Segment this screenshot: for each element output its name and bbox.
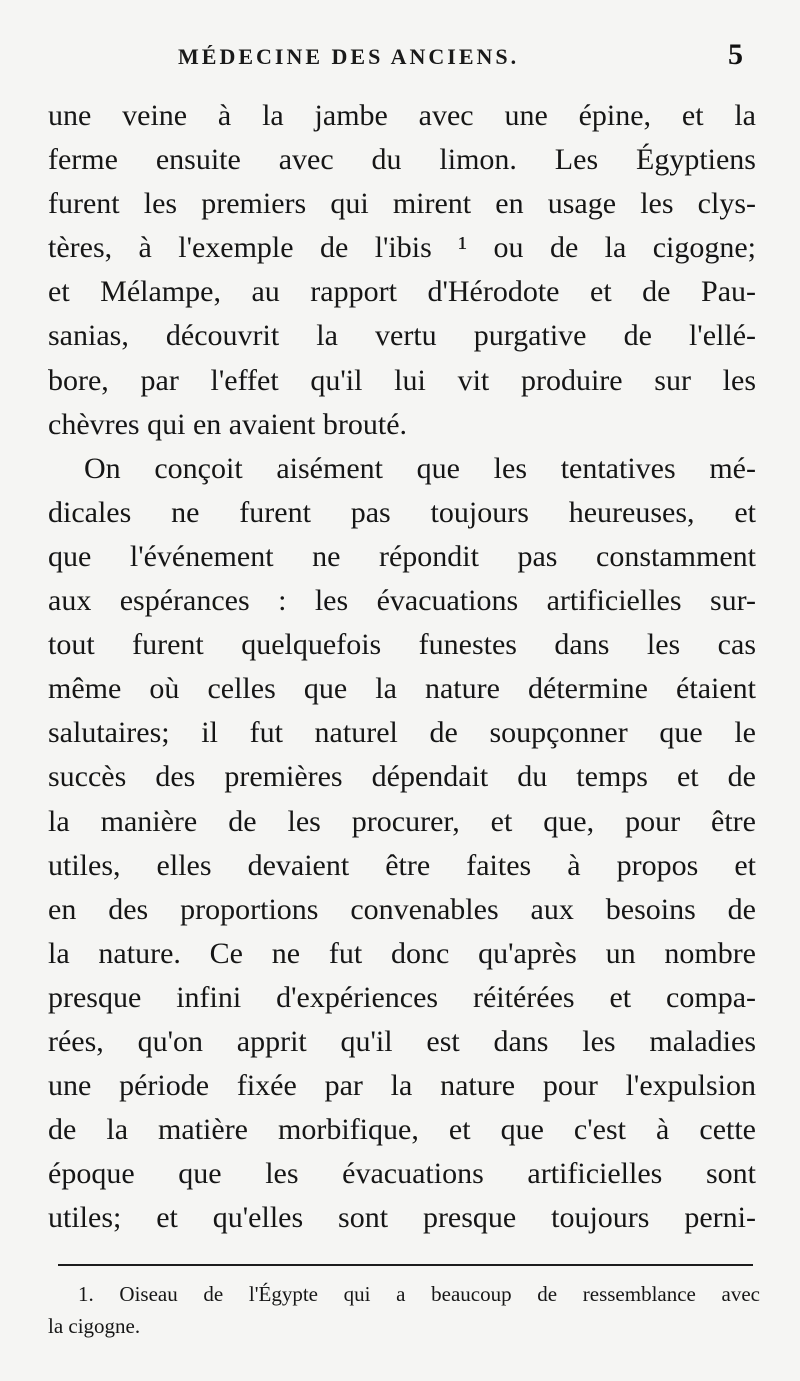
page-number: 5 bbox=[728, 38, 743, 71]
text-line: On conçoit aisément que les tentatives mé- bbox=[84, 451, 756, 485]
text-line: même où celles que la nature détermine étaient bbox=[48, 672, 756, 706]
text-line: et Mélampe, au rapport d'Hérodote et de Pau- bbox=[48, 275, 756, 309]
text-line: furent les premiers qui mirent en usage les clys- bbox=[48, 187, 756, 221]
text-line: époque que les évacuations artificielles sont bbox=[48, 1157, 756, 1191]
footnote-rule bbox=[58, 1264, 753, 1266]
text-line: salutaires; il fut naturel de soupçonner que le bbox=[48, 716, 756, 750]
text-line: tout furent quelquefois funestes dans les cas bbox=[48, 628, 756, 662]
text-line: sanias, découvrit la vertu purgative de l'ellé- bbox=[48, 319, 756, 353]
footnote-line: 1. Oiseau de l'Égypte qui a beaucoup de ressemblance avec bbox=[78, 1282, 760, 1306]
text-line: chèvres qui en avaient brouté. bbox=[48, 407, 408, 441]
text-line: dicales ne furent pas toujours heureuses, et bbox=[48, 495, 756, 529]
text-line: tères, à l'exemple de l'ibis ¹ ou de la cigogne; bbox=[48, 231, 756, 265]
text-line: ferme ensuite avec du limon. Les Égyptiens bbox=[48, 143, 756, 177]
text-line: aux espérances : les évacuations artificielles sur- bbox=[48, 584, 756, 618]
running-title: MÉDECINE DES ANCIENS. bbox=[178, 44, 520, 69]
page-header bbox=[0, 38, 800, 84]
footnote-line: la cigogne. bbox=[48, 1314, 141, 1338]
text-line: la nature. Ce ne fut donc qu'après un nombre bbox=[48, 936, 756, 970]
text-line: de la matière morbifique, et que c'est à cette bbox=[48, 1113, 756, 1147]
text-line: en des proportions convenables aux besoins de bbox=[48, 892, 756, 926]
text-line: utiles; et qu'elles sont presque toujours perni- bbox=[48, 1201, 756, 1235]
text-line: la manière de les procurer, et que, pour être bbox=[48, 804, 756, 838]
text-line: bore, par l'effet qu'il lui vit produire sur les bbox=[48, 363, 756, 397]
text-line: que l'événement ne répondit pas constamment bbox=[48, 539, 756, 573]
footnote bbox=[48, 1278, 760, 1342]
text-line: presque infini d'expériences réitérées et compa- bbox=[48, 980, 756, 1014]
text-line: rées, qu'on apprit qu'il est dans les maladies bbox=[48, 1024, 756, 1058]
text-line: une période fixée par la nature pour l'expulsion bbox=[48, 1069, 756, 1103]
text-line: une veine à la jambe avec une épine, et la bbox=[48, 99, 756, 132]
text-line: utiles, elles devaient être faites à propos et bbox=[48, 848, 756, 882]
text-line: succès des premières dépendait du temps et de bbox=[48, 760, 756, 794]
body-text bbox=[48, 94, 756, 1240]
